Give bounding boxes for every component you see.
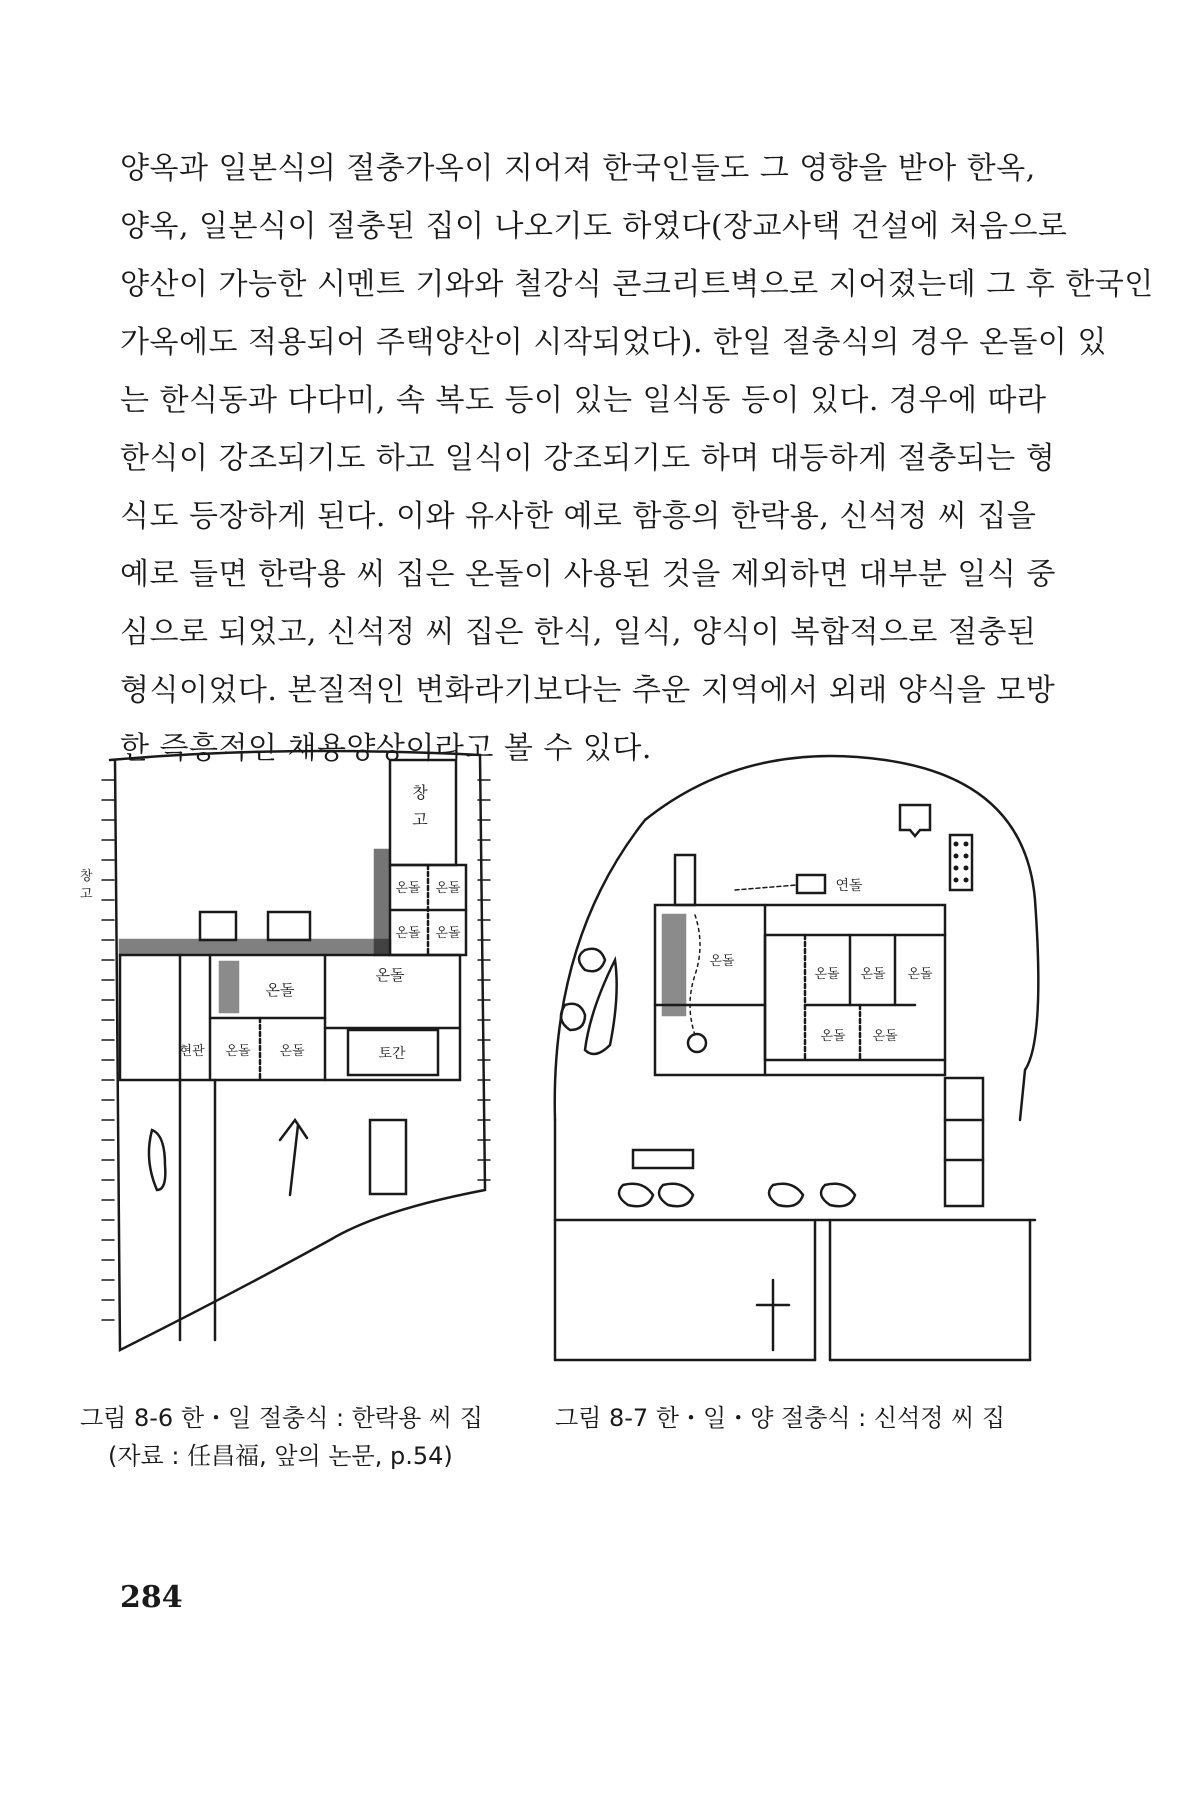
text-line: 한 즉흥적인 채용양상이라고 볼 수 있다. xyxy=(120,731,652,766)
stair-hatch xyxy=(663,915,685,1015)
fence-ticks-left xyxy=(102,780,114,1320)
well-box xyxy=(370,1120,406,1194)
room-label: 온돌 xyxy=(279,1044,305,1059)
room-label: 온돌 xyxy=(375,966,405,984)
fence-ticks-right xyxy=(478,780,490,1180)
grid-panel xyxy=(950,835,972,890)
text-line: 는 한식동과 다다미, 속 복도 등이 있는 일식동 등이 있다. 경우에 따라 xyxy=(120,383,1047,418)
room-label: 온돌 xyxy=(395,881,421,896)
bush xyxy=(619,1184,653,1207)
room-label: 온돌 xyxy=(435,881,461,896)
side-label: 창 xyxy=(80,869,93,884)
room-label: 온돌 xyxy=(860,967,886,982)
text-line: 양옥, 일본식이 절충된 집이 나오기도 하였다(장교사택 건설에 처음으로 xyxy=(120,209,1068,244)
room-label: 온돌 xyxy=(435,926,461,941)
text-line: 예로 들면 한락용 씨 집은 온돌이 사용된 것을 제외하면 대부분 일식 중 xyxy=(120,557,1056,592)
figure-8-7-caption: 그림 8-7 한・일・양 절충식 : 신석정 씨 집 xyxy=(555,1404,1006,1432)
text-line: 양옥과 일본식의 절충가옥이 지어져 한국인들도 그 영향을 받아 한옥, xyxy=(120,151,1036,186)
pond-label: 연돌 xyxy=(835,878,863,894)
text-line: 한식이 강조되기도 하고 일식이 강조되기도 하며 대등하게 절충되는 형 xyxy=(120,441,1056,476)
bush xyxy=(659,1184,693,1207)
room-label: 창 xyxy=(412,783,428,802)
bench xyxy=(633,1150,693,1168)
room-label: 온돌 xyxy=(820,1029,846,1044)
text-line: 양산이 가능한 시멘트 기와와 철강식 콘크리트벽으로 지어졌는데 그 후 한국인 xyxy=(120,267,1154,302)
page-number: 284 xyxy=(120,1580,183,1615)
figure-8-6-source: (자료 : 任昌福, 앞의 논문, p.54) xyxy=(108,1442,453,1470)
garden-stone xyxy=(149,1130,165,1190)
room-label: 온돌 xyxy=(872,1029,898,1044)
garden-stone xyxy=(561,1004,585,1030)
site-boundary xyxy=(555,756,1039,1120)
chimney xyxy=(675,855,695,905)
north-arrow xyxy=(280,1120,307,1195)
room-label: 온돌 xyxy=(907,967,933,982)
figure-8-7-floor-plan xyxy=(545,740,1045,1380)
text-line: 형식이었다. 본질적인 변화라기보다는 추운 지역에서 외래 양식을 모방 xyxy=(120,673,1056,708)
room-label: 온돌 xyxy=(814,967,840,982)
room-label: 고 xyxy=(412,810,428,829)
mailbox-shape xyxy=(900,805,930,836)
side-label: 고 xyxy=(80,887,93,902)
room-label: 토간 xyxy=(378,1046,406,1062)
annex xyxy=(945,1078,983,1206)
bush xyxy=(821,1184,855,1207)
room-label: 온돌 xyxy=(395,926,421,941)
pond-box xyxy=(797,875,825,893)
garden-stone xyxy=(579,949,605,972)
north-arrow xyxy=(757,1280,789,1350)
garden-stone xyxy=(585,960,617,1054)
fountain xyxy=(688,1034,706,1052)
chimney-2 xyxy=(268,912,310,940)
body-paragraph xyxy=(120,140,1154,778)
room-label: 온돌 xyxy=(265,981,295,999)
text-line: 심으로 되었고, 신석정 씨 집은 한식, 일식, 양식이 복합적으로 절충된 xyxy=(120,615,1037,650)
text-line: 가옥에도 적용되어 주택양산이 시작되었다). 한일 절충식의 경우 온돌이 있 xyxy=(120,325,1107,360)
room-label: 온돌 xyxy=(225,1044,251,1059)
room-label: 온돌 xyxy=(709,954,735,969)
figure-8-6-floor-plan xyxy=(80,740,520,1380)
figure-8-6-caption: 그림 8-6 한・일 절충식 : 한락용 씨 집 xyxy=(80,1404,483,1432)
bush xyxy=(769,1184,803,1207)
room-label: 현관 xyxy=(179,1044,205,1059)
stair-hatch xyxy=(220,962,238,1012)
chimney xyxy=(200,912,236,940)
roof-strip xyxy=(120,940,390,954)
text-line: 식도 등장하게 된다. 이와 유사한 예로 함흥의 한락용, 신석정 씨 집을 xyxy=(120,499,1037,534)
